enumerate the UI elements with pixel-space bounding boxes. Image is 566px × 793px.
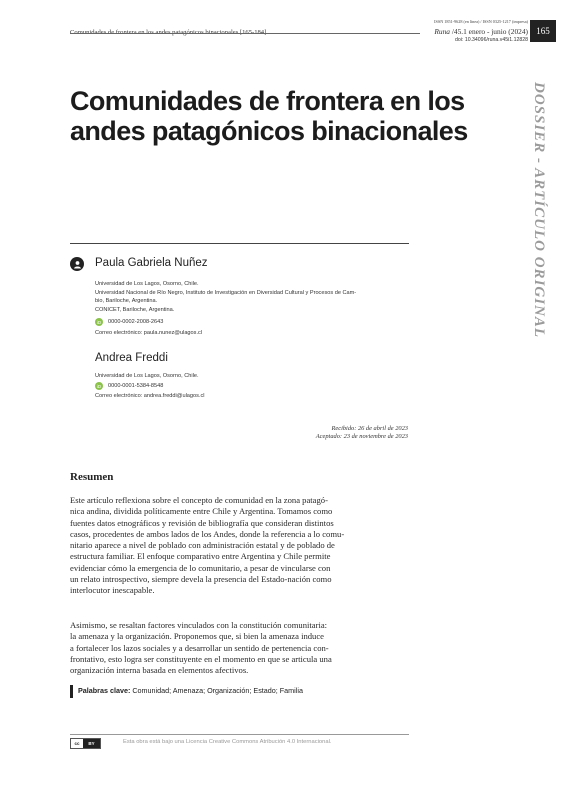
doi-link[interactable]: doi: 10.34096/runa.v45i1.12828 <box>455 37 528 43</box>
issn-line: ISSN 1851-9628 (en línea) / ISSN 0325-1217 (impresa) <box>434 19 528 24</box>
orcid-link[interactable] <box>95 318 163 326</box>
orcid-id: 0000-0002-2008-2643 <box>108 319 164 325</box>
keywords-values: Comunidad; Amenaza; Organización; Estado; Familia <box>130 686 303 695</box>
author-name: Paula Gabriela Nuñez <box>95 257 208 269</box>
author-affiliations <box>95 280 356 314</box>
journal-name: Runa <box>434 27 450 36</box>
by-label: BY <box>83 739 100 748</box>
orcid-icon: iD <box>96 383 102 389</box>
affiliation-line: Universidad de Los Lagos, Osorno, Chile. <box>95 373 199 379</box>
title-divider <box>70 243 409 244</box>
keywords <box>78 686 303 695</box>
author-email[interactable]: Correo electrónico: andrea.freddi@ulagos.cl <box>95 393 205 399</box>
affiliation-line: Universidad Nacional de Río Negro, Instituto de Investigación en Diversidad Cultural y Procesos de Cam- <box>95 289 357 296</box>
journal-issue-line <box>434 27 528 36</box>
author-email[interactable]: Correo electrónico: paula.nunez@ulagos.cl <box>95 330 203 336</box>
author-name: Andrea Freddi <box>95 352 168 364</box>
abstract-paragraph: Asimismo, se resaltan factores vinculados con la constitución comunitaria: la amenaza y la organización. Proponemos que, si bien la amenaza induce a fortalecer los lazos sociales y a desarrollar un sentido de pertenencia con- frontativo, esto logra ser constituyente en el momento en que se articula una organización interna basada en elementos afectivos. <box>70 620 332 676</box>
accepted-date: Aceptado: 23 de noviembre de 2023 <box>315 433 408 440</box>
keywords-marker <box>70 685 73 698</box>
section-side-label: DOSSIER - ARTÍCULO ORIGINAL <box>531 82 547 339</box>
cc-label: cc <box>71 739 83 748</box>
affiliation-line: bio, Bariloche, Argentina. <box>95 298 158 305</box>
orcid-link[interactable] <box>95 382 163 390</box>
page-number: 165 <box>530 20 556 42</box>
orcid-icon: iD <box>96 319 102 325</box>
running-title: Comunidades de frontera en los andes patagónicos binacionales [165-184] <box>70 29 267 36</box>
submission-dates <box>316 425 408 441</box>
header-divider <box>70 33 420 34</box>
keywords-label: Palabras clave: <box>78 686 131 695</box>
article-title: Comunidades de frontera en los andes patagónicos binacionales <box>70 86 468 146</box>
abstract-paragraph: Este artículo reflexiona sobre el concepto de comunidad en la zona patagó- nica andina, dividida políticamente entre Chile y Argentina. Tomamos como fuentes datos etnográficos y revisión de bibliografía que consideran distintos casos, procedentes de ambos lados de los Andes, donde la referencia a lo comu- nitario aparece a nivel de poblado con administración estatal y de poblado de estructura familiar. El enfoque comparativo entre Argentina y Chile permite evidenciar cómo la emergencia de lo comunitario, a pesar de vincularse con un relato introspectivo, siempre devela la presencia del Estado-nación como interlocutor inescapable. <box>70 495 345 596</box>
author-affiliations <box>95 372 199 381</box>
received-date: Recibido: 26 de abril de 2023 <box>331 425 408 432</box>
affiliation-line: CONICET, Bariloche, Argentina. <box>95 306 175 313</box>
user-icon <box>70 257 84 271</box>
orcid-id: 0000-0001-5384-8548 <box>108 383 164 389</box>
cc-by-license-icon[interactable] <box>70 738 101 749</box>
affiliation-line: Universidad de Los Lagos, Osorno, Chile. <box>95 281 199 287</box>
abstract-heading: Resumen <box>70 471 114 483</box>
footer-divider <box>70 734 409 735</box>
license-text[interactable]: Esta obra está bajo una Licencia Creative Commons Atribución 4.0 Internacional. <box>123 739 332 745</box>
journal-issue: /45.1 enero - junio (2024) <box>450 27 528 36</box>
